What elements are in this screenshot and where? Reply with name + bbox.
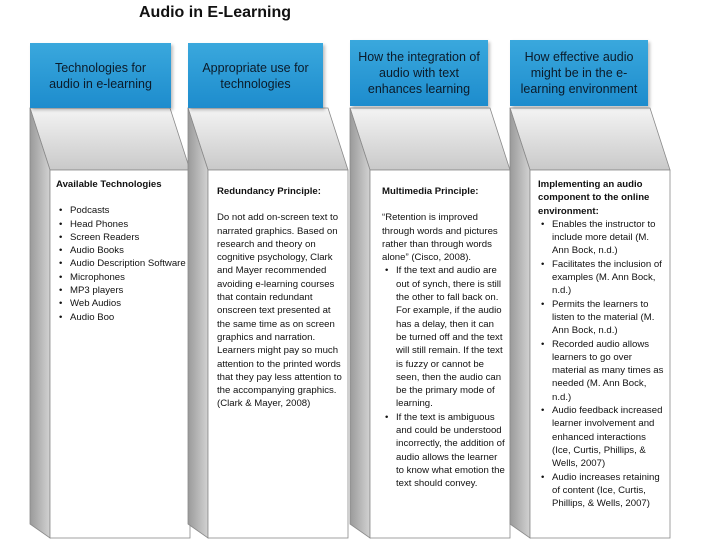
list-item: • Web Audios <box>70 297 186 310</box>
list-item: • Audio increases retaining of content (Ice, Curtis, Phillips, & Wells, 2007) <box>552 471 666 511</box>
list-item: • Head Phones <box>70 218 186 231</box>
list-item: • Screen Readers <box>70 231 186 244</box>
page-title: Audio in E-Learning <box>139 4 291 21</box>
column-header-technologies: Technologies for audio in e-learning <box>30 43 171 108</box>
list-item: • If the text is ambiguous and could be understood incorrectly, the addition of audio allows the learner to know what emotion the text should convey. <box>396 411 506 491</box>
list-item: • Facilitates the inclusion of examples (M. Ann Bock, n.d.) <box>552 258 666 298</box>
column-content-effectiveness <box>538 178 666 510</box>
list-item: • Recorded audio allows learners to go over material as many times as needed (M. Ann Bock, n.d.) <box>552 338 666 404</box>
column-heading: Redundancy Principle: <box>217 186 321 197</box>
list-item: • If the text and audio are out of synch, there is still the other to fall back on. For example, if the audio has a delay, then it can be turned off and the text will still remain. If the text is fuzzy or cannot be seen, then the audio can be the primary mode of learning. <box>396 264 506 410</box>
column-header-integration: How the integration of audio with text enhances learning <box>350 40 488 106</box>
list-item: • Microphones <box>70 271 186 284</box>
column-heading: Multimedia Principle: <box>382 186 479 197</box>
list-item: • Permits the learners to listen to the material (M. Ann Bock, n.d.) <box>552 298 666 338</box>
list-item: • MP3 players <box>70 284 186 297</box>
column-content-technologies <box>56 178 186 324</box>
list-item: • Audio feedback increased learner involvement and enhanced interactions (Ice, Curtis, Phillips, & Wells, 2007) <box>552 404 666 470</box>
redundancy-text: Do not add on-screen text to narrated graphics. Based on research and theory on cognitive psychology, Clark and Mayer recommended avoiding e-learning courses that contain redundant onscreen text presented at the same time as on screen graphics and narration. Learners might pay so much attention to the printed words that they pay less attention to the accompanying graphics. (Clark & Mayer, 2008) <box>217 212 342 410</box>
multimedia-quote: “Retention is improved through words and pictures rather than through words alone” (Cisco, 2008). <box>382 212 498 264</box>
list-item: • Audio Boo <box>70 311 186 324</box>
column-content-appropriate-use <box>217 185 345 411</box>
list-item: • Podcasts <box>70 204 186 217</box>
column-header-effectiveness: How effective audio might be in the e-learning environment <box>510 40 648 106</box>
column-content-integration <box>382 185 506 491</box>
column-heading: Available Technologies <box>56 179 162 190</box>
list-item: • Audio Description Software <box>70 257 186 270</box>
column-heading: Implementing an audio component to the online environment: <box>538 179 650 217</box>
list-item: • Enables the instructor to include more detail (M. Ann Bock, n.d.) <box>552 218 666 258</box>
list-item: • Audio Books <box>70 244 186 257</box>
column-header-appropriate-use: Appropriate use for technologies <box>188 43 323 108</box>
